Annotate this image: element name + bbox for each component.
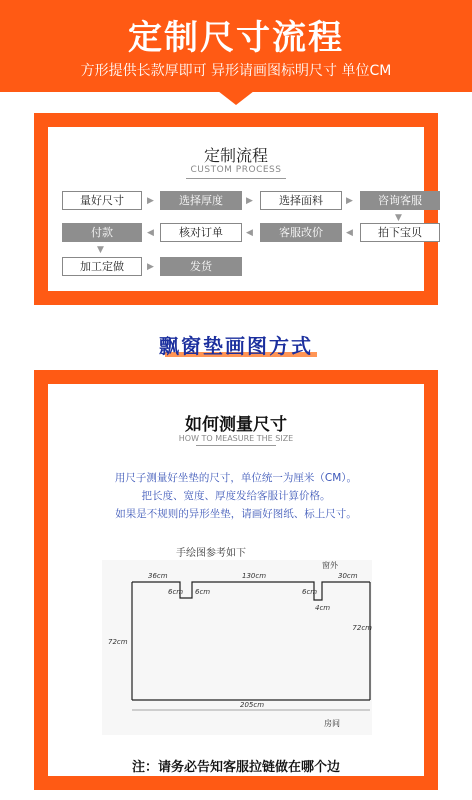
step-manufacture: 加工定做 [62,257,142,276]
arrow-right-icon: ▶ [346,196,353,206]
dim-bottom: 205cm [240,701,265,709]
measure-subtitle: HOW TO MEASURE THE SIZE [178,434,294,443]
measure-title: 如何测量尺寸 [185,415,287,435]
arrow-right-icon: ▶ [147,262,154,272]
process-divider [186,178,286,179]
step-measure: 量好尺寸 [62,191,142,210]
dim-top-left: 36cm [148,572,168,580]
arrow-right-icon: ▶ [246,196,253,206]
dim-notch2-width: 4cm [315,604,331,612]
label-room: 房间 [324,719,340,728]
sketch-drawing [102,560,372,735]
measure-instruction-2: 把长度、宽度、厚度发给客服计算价格。 [141,490,331,502]
dim-notch1-width: 6cm [195,588,211,596]
arrow-left-icon: ◀ [246,228,253,238]
step-place-order: 拍下宝贝 [360,223,440,242]
process-panel [34,113,438,305]
step-consult: 咨询客服 [360,191,440,210]
arrow-right-icon: ▶ [147,196,154,206]
banner-title: 定制尺寸流程 [128,18,344,58]
dim-top-right: 30cm [338,572,358,580]
dim-notch1-depth: 6cm [168,588,184,596]
step-price-change: 客服改价 [260,223,342,242]
dim-top-mid: 130cm [242,572,267,580]
zipper-note: 注：请务必告知客服拉链做在哪个边 [131,760,340,775]
measure-divider [196,445,276,446]
arrow-left-icon: ◀ [147,228,154,238]
header-banner [0,0,472,92]
dim-left: 72cm [108,638,128,646]
banner-subtitle: 方形提供长款厚即可 异形请画图标明尺寸 单位CM [80,63,392,79]
measure-instruction-1: 用尺子测量好坐垫的尺寸，单位统一为厘米（CM）。 [114,472,358,484]
hand-drawn-sketch [102,560,372,735]
dim-right: 72cm [352,624,372,632]
step-ship: 发货 [160,257,242,276]
dim-notch2-depth: 6cm [302,588,318,596]
step-thickness: 选择厚度 [160,191,242,210]
arrow-left-icon: ◀ [346,228,353,238]
step-pay: 付款 [62,223,142,242]
process-subtitle: CUSTOM PROCESS [190,165,282,175]
label-outside: 窗外 [322,561,338,570]
measure-panel [34,370,438,790]
arrow-down-icon: ▼ [97,245,104,255]
step-fabric: 选择面料 [260,191,342,210]
banner-arrow-notch [218,91,254,105]
process-title: 定制流程 [203,146,268,165]
arrow-down-icon: ▼ [395,213,402,223]
section-title: 飘窗垫画图方式 [159,334,313,358]
step-check-order: 核对订单 [160,223,242,242]
measure-instruction-3: 如果是不规则的异形坐垫，请画好图纸、标上尺寸。 [115,508,357,520]
sketch-caption: 手绘图参考如下 [176,548,246,559]
